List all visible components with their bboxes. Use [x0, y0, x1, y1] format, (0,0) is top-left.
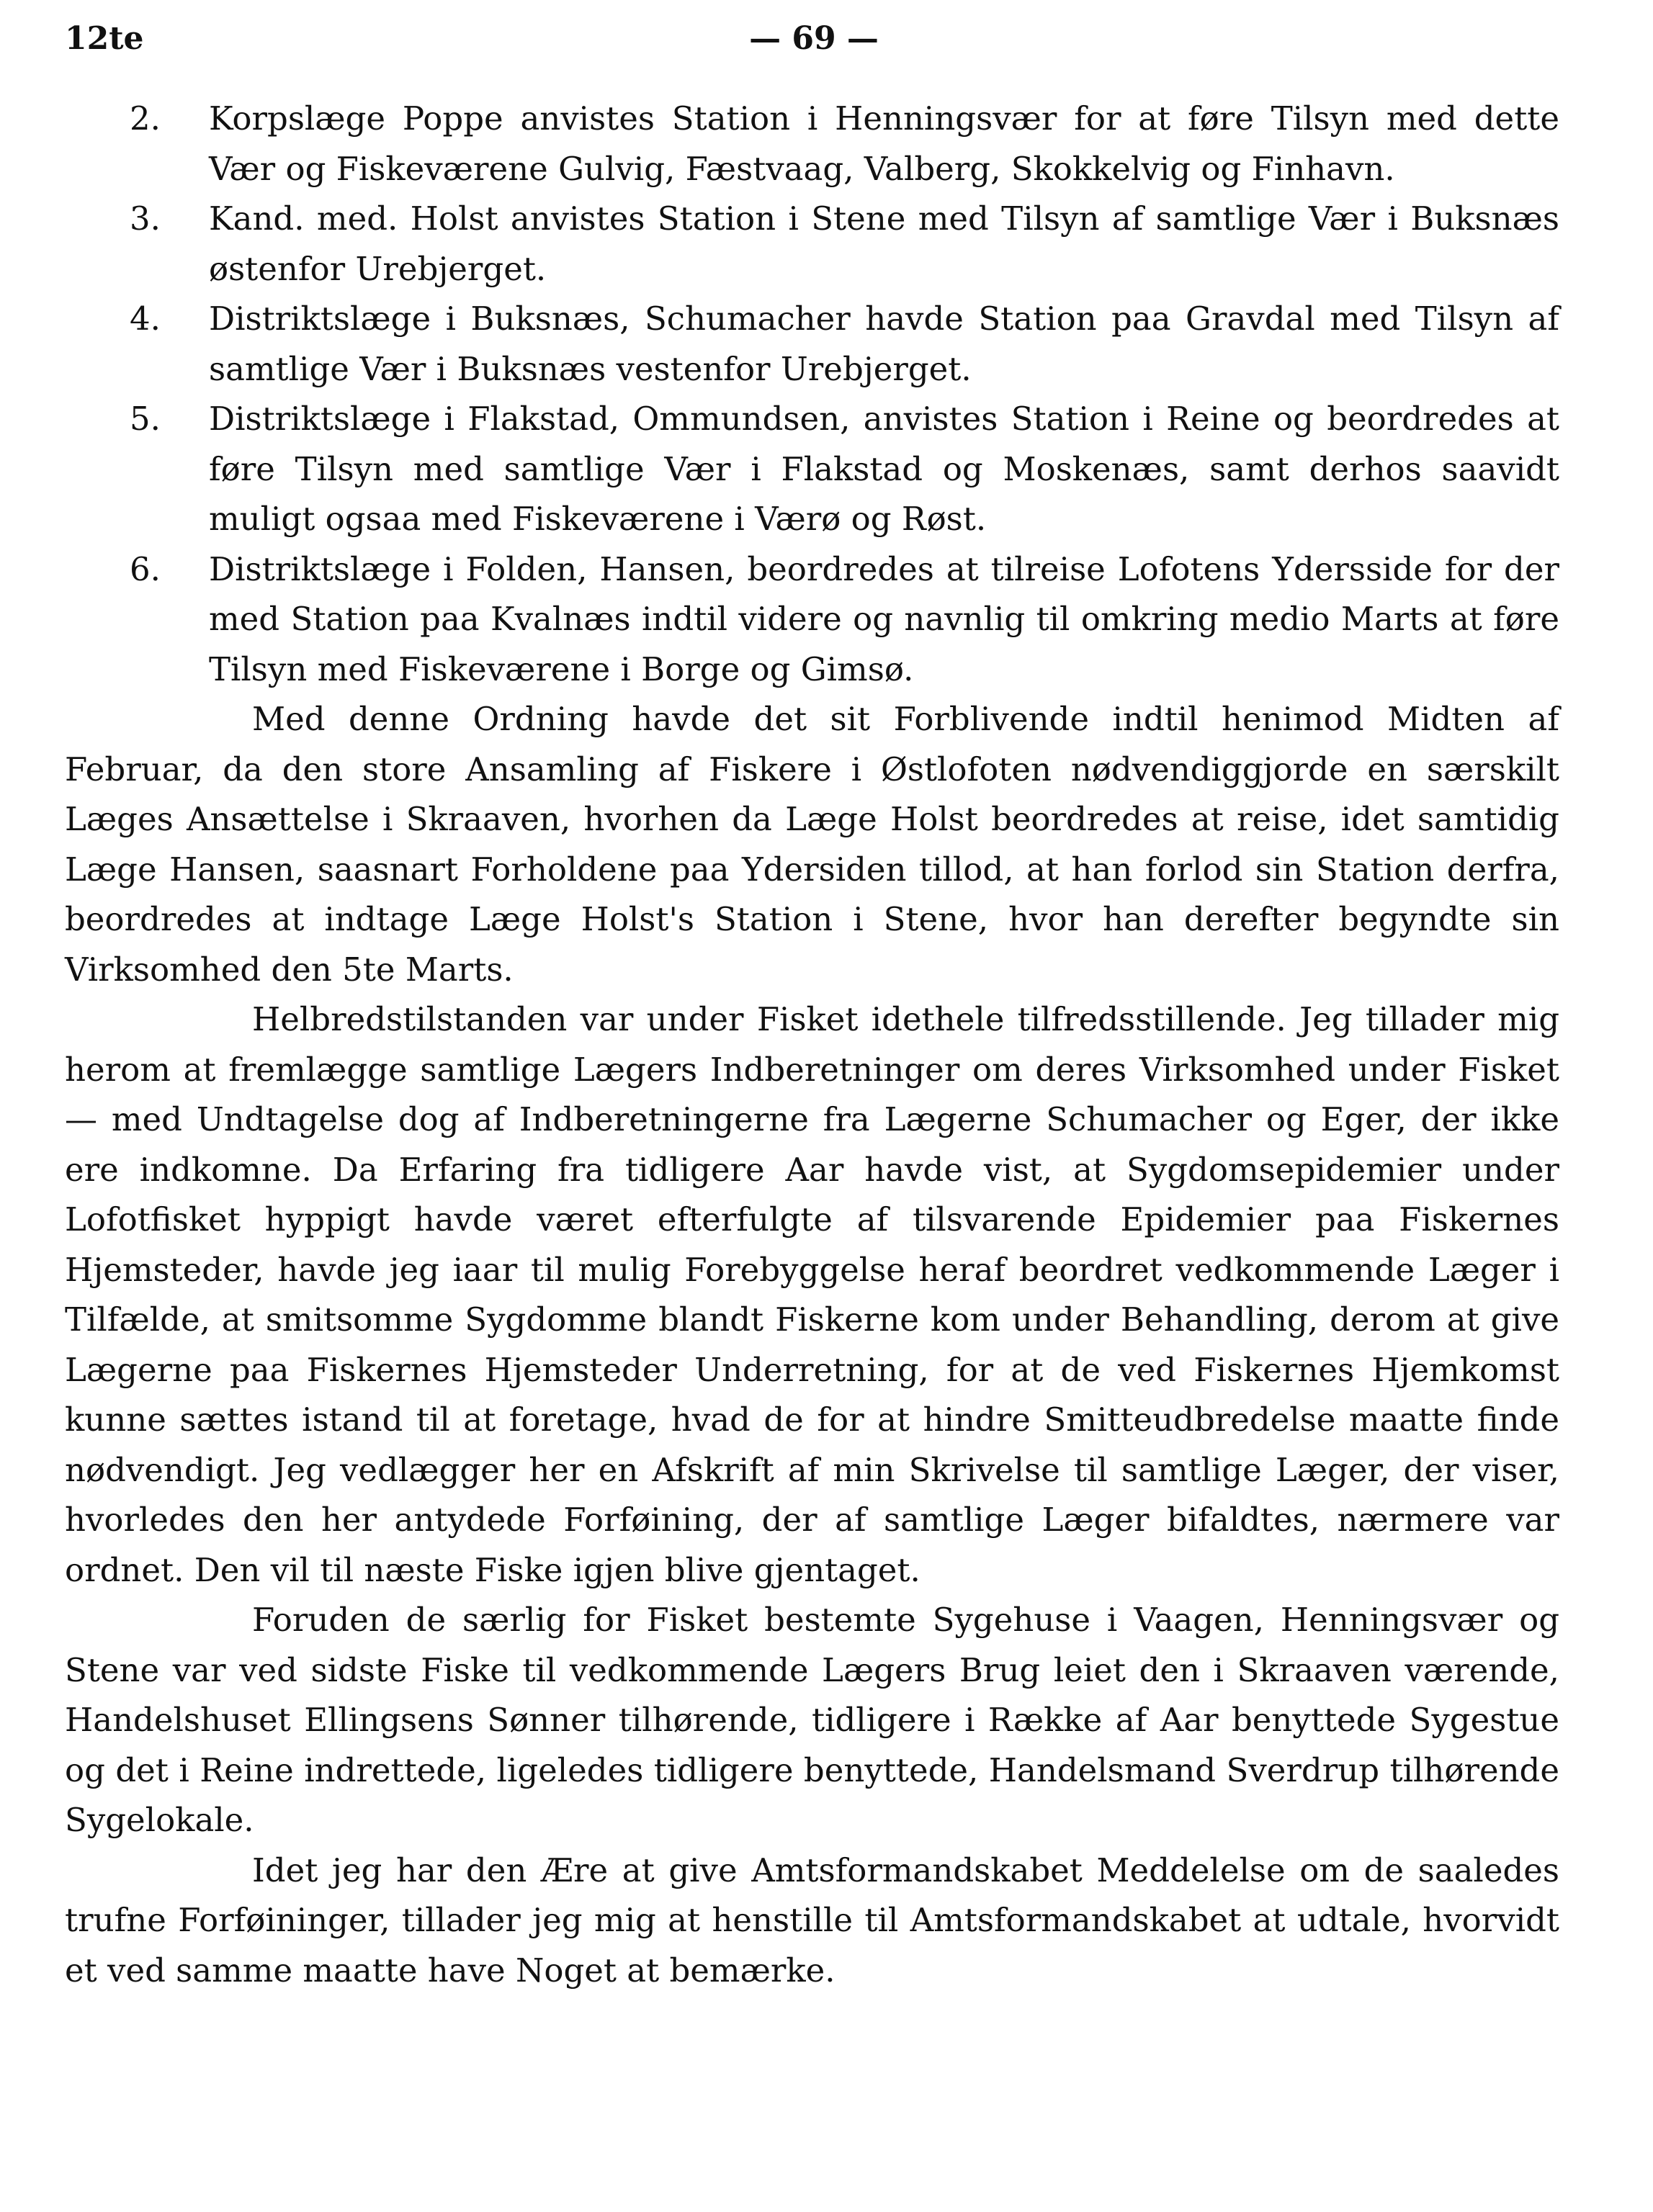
closing-paragraph: Idet jeg har den Ære at give Amtsformandskabet Meddelelse om de saaledes trufne Forføininger, tillader jeg mig at henstille til Amtsformandskabet at udtale, hvorvidt et ved samme maatte have Noget at bemærke.: [65, 1851, 1559, 1990]
item-number: 4.: [130, 300, 161, 338]
body-paragraph: Med denne Ordning havde det sit Forblivende indtil henimod Midten af Februar, da den store Ansamling af Fiskere i Østlofoten nødvendiggjorde en særskilt Læges Ansættelse i Skraaven, hvorhen da Læge Holst beordredes at reise, idet samtidig Læge Hansen, saasnart Forholdene paa Ydersiden tillod, at han forlod sin Station derfra, beordredes at indtage Læge Holst's Station i Stene, hvor han derefter begyndte sin Virksomhed den 5te Marts.: [65, 700, 1559, 989]
numbered-item: [65, 544, 1559, 695]
item-text: Kand. med. Holst anvistes Station i Stene med Tilsyn af samtlige Vær i Buksnæs østenfor Urebjerget.: [209, 199, 1559, 288]
numbered-item: [65, 394, 1559, 544]
body-paragraph: Foruden de særlig for Fisket bestemte Sygehuse i Vaagen, Henningsvær og Stene var ved sidste Fiske til vedkommende Lægers Brug leiet den i Skraaven værende, Handelshuset Ellingsens Sønner tilhørende, tidligere i Række af Aar benyttede Sygestue og det i Reine indrettede, ligeledes tidligere benyttede, Handelsmand Sverdrup tilhørende Sygelokale.: [65, 1601, 1559, 1839]
page-number: — 69 —: [749, 20, 879, 57]
page-body: [65, 94, 1559, 1995]
numbered-item: [65, 94, 1559, 194]
item-number: 2.: [130, 99, 161, 138]
page-header: [65, 20, 1563, 71]
item-number: 3.: [130, 199, 161, 238]
item-text: Distriktslæge i Folden, Hansen, beordredes at tilreise Lofotens Ydersside for der med Station paa Kvalnæs indtil videre og navnlig til omkring medio Marts at føre Tilsyn med Fiskeværene i Borge og Gimsø.: [209, 549, 1559, 688]
item-text: Distriktslæge i Flakstad, Ommundsen, anvistes Station i Reine og beordredes at føre Tilsyn med samtlige Vær i Flakstad og Moskenæs, samt derhos saavidt muligt ogsaa med Fiskeværene i Værø og Røst.: [209, 400, 1559, 538]
numbered-item: [65, 194, 1559, 294]
body-paragraph: Helbredstilstanden var under Fisket idethele tilfredsstillende. Jeg tillader mig herom at fremlægge samtlige Lægers Indberetninger om deres Virksomhed under Fisket — med Undtagelse dog af Indberetningerne fra Lægerne Schumacher og Eger, der ikke ere indkomne. Da Erfaring fra tidligere Aar havde vist, at Sygdomsepidemier under Lofotfisket hyppigt havde været efterfulgte af tilsvarende Epidemier paa Fiskernes Hjemsteder, havde jeg iaar til mulig Forebyggelse heraf beordret vedkommende Læger i Tilfælde, at smitsomme Sygdomme blandt Fiskerne kom under Behandling, derom at give Lægerne paa Fiskernes Hjemsteder Underretning, for at de ved Fiskernes Hjemkomst kunne sættes istand til at foretage, hvad de for at hindre Smitteudbredelse maatte finde nødvendigt. Jeg vedlægger her en Afskrift af min Skrivelse til samtlige Læger, der viser, hvorledes den her antydede Forføining, der af samtlige Læger bifaldtes, nærmere var ordnet. Den vil til næste Fiske igjen blive gjentaget.: [65, 1000, 1559, 1589]
item-text: Korpslæge Poppe anvistes Station i Henningsvær for at føre Tilsyn med dette Vær og Fiskeværene Gulvig, Fæstvaag, Valberg, Skokkelvig og Finhavn.: [209, 99, 1559, 188]
item-text: Distriktslæge i Buksnæs, Schumacher havde Station paa Gravdal med Tilsyn af samtlige Vær i Buksnæs vestenfor Urebjerget.: [209, 300, 1559, 388]
item-number: 6.: [130, 549, 161, 588]
printer-signature: 12te: [65, 20, 144, 57]
item-number: 5.: [130, 400, 161, 438]
numbered-item: [65, 294, 1559, 394]
